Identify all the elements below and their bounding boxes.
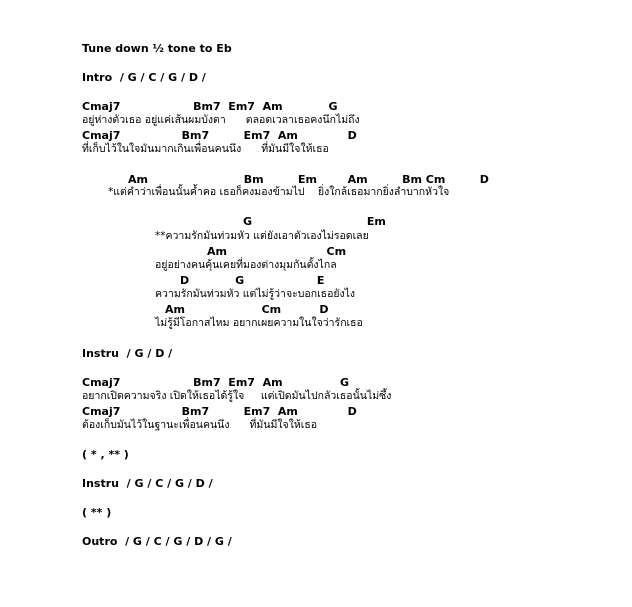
chorus-lyric-2: อยู่อย่างคนคุ้นเคยที่มองต่างมุมกันตั้งไกล — [155, 259, 337, 271]
verse1-lyric-1: อยู่ห่างตัวเธอ อยู่แค่เส้นผมบังตา ตลอดเวลาเธอคงนึกไม่ถึง — [82, 114, 360, 126]
instru-line-2: Instru / G / C / G / D / — [82, 477, 213, 490]
instru-line-1: Instru / G / D / — [82, 347, 173, 360]
chorus-lyric-4: ไม่รู้มีโอกาสไหม อยากเผยความในใจว่ารักเธอ — [155, 317, 363, 329]
outro-line: Outro / G / C / G / D / G / — [82, 535, 232, 548]
verse2-chords-2: Cmaj7 Bm7 Em7 Am D — [82, 405, 357, 418]
verse2-chords-1: Cmaj7 Bm7 Em7 Am G — [82, 376, 350, 389]
prechorus-lyric: *แต่คำว่าเพื่อนนั้นค้ำคอ เธอก็คงมองข้ามไป ยิ่งใกล้เธอมากยิ่งลำบากหัวใจ — [108, 186, 450, 198]
verse2-lyric-1: อยากเปิดความจริง เปิดให้เธอได้รู้ใจ แต่เปิดมันไปกลัวเธอนั้นไม่ซึ้ง — [82, 390, 392, 402]
chorus-chords-3: D G E — [180, 274, 325, 287]
verse1-chords-2: Cmaj7 Bm7 Em7 Am D — [82, 129, 357, 142]
tuning-note: Tune down ½ tone to Eb — [82, 42, 232, 55]
intro-line: Intro / G / C / G / D / — [82, 71, 206, 84]
chorus-chords-2: Am Cm — [207, 245, 347, 258]
chorus-chords-1: G Em — [243, 215, 386, 228]
repeat-marker-1: ( * , ** ) — [82, 448, 129, 461]
prechorus-chords: Am Bm Em Am Bm Cm D — [128, 173, 489, 186]
repeat-marker-2: ( ** ) — [82, 506, 112, 519]
verse1-chords-1: Cmaj7 Bm7 Em7 Am G — [82, 100, 338, 113]
chorus-lyric-1: **ความรักมันท่วมหัว แต่ยังเอาตัวเองไม่รอดเลย — [155, 230, 369, 242]
chorus-chords-4: Am Cm D — [165, 303, 329, 316]
chorus-lyric-3: ความรักมันท่วมหัว แต่ไม่รู้ว่าจะบอกเธอยังไง — [155, 288, 356, 300]
verse1-lyric-2: ที่เก็บไว้ในใจมันมากเกินเพื่อนคนนึง ที่มันมีใจให้เธอ — [82, 143, 329, 155]
verse2-lyric-2: ต้องเก็บมันไว้ในฐานะเพื่อนคนนึง ที่มันมีใจให้เธอ — [82, 419, 318, 431]
